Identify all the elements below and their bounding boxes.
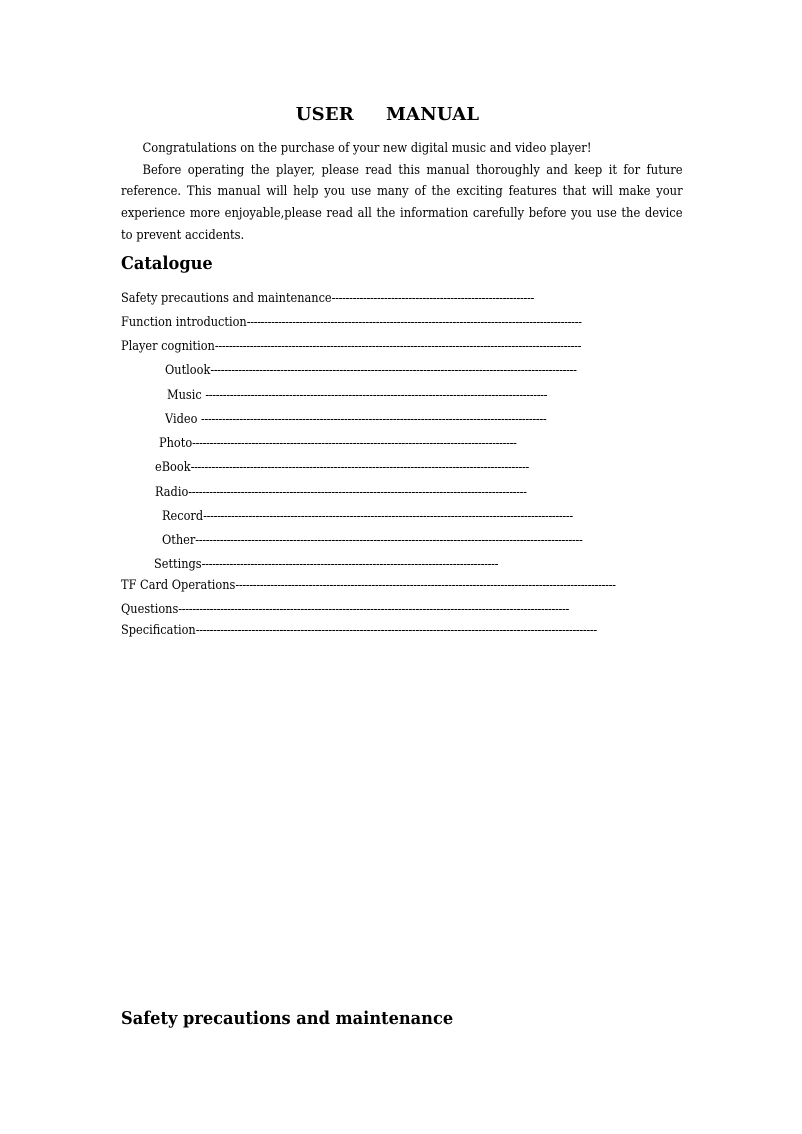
toc-label: Video xyxy=(165,412,202,427)
toc-label: Function introduction xyxy=(121,315,247,330)
toc-item-photo[interactable] xyxy=(159,436,580,452)
toc-item-video[interactable] xyxy=(165,412,605,428)
toc-label: Questions xyxy=(121,602,179,617)
toc-leader: ------------------------------------------------------------------------------------------------- xyxy=(190,460,529,475)
toc-leader: -------------------------------------------------------------------------------------------------- xyxy=(205,388,548,403)
intro-paragraph-2: Before operating the player, please read this manual thoroughly and keep it for future reference. This manual will help you use many of the exciting features that will make your experience more enjoyable,please read all the information carefully before you use the device to prevent accidents. xyxy=(121,162,683,243)
toc-label: eBook xyxy=(155,460,191,475)
toc-item-questions[interactable] xyxy=(121,602,652,618)
title-word-user: USER xyxy=(295,104,354,125)
toc-leader: --------------------------------------------------------------------------------------------------------- xyxy=(214,339,582,354)
toc-leader: ------------------------------------------------------------------------------------------------- xyxy=(188,485,527,500)
toc-label: TF Card Operations xyxy=(121,578,236,593)
toc-leader: ------------------------------------------------------------------------------------------------------------- xyxy=(235,578,616,593)
toc-label: Safety precautions and maintenance xyxy=(121,291,332,306)
section-heading-safety: Safety precautions and maintenance xyxy=(121,1008,454,1029)
title-word-manual: MANUAL xyxy=(385,104,480,125)
toc-label: Music xyxy=(167,388,206,403)
toc-item-settings[interactable] xyxy=(154,557,538,573)
toc-label: Photo xyxy=(159,436,193,451)
toc-leader: --------------------------------------------------------------------------------------------------------------- xyxy=(195,533,583,548)
toc-item-player-cognition[interactable] xyxy=(121,339,655,355)
toc-label: Specification xyxy=(121,623,196,638)
toc-label: Settings xyxy=(154,557,202,572)
toc-leader: ---------------------------------------------------------------------------------------------------------------- xyxy=(178,602,569,617)
toc-item-tf-card[interactable] xyxy=(121,578,659,594)
toc-item-safety[interactable] xyxy=(121,291,568,307)
toc-item-radio[interactable] xyxy=(155,485,589,501)
toc-label: Outlook xyxy=(165,363,211,378)
toc-leader: ------------------------------------------------------------------------------------------------ xyxy=(246,315,582,330)
catalogue-heading: Catalogue xyxy=(121,253,213,274)
intro-text xyxy=(121,138,683,247)
intro-line-1: Congratulations on the purchase of your new digital music and video player! xyxy=(142,141,592,156)
toc-leader: ------------------------------------------------------------------------------------------------------------------- xyxy=(195,623,597,638)
toc-item-function-introduction[interactable] xyxy=(121,315,628,331)
toc-label: Radio xyxy=(155,485,189,500)
toc-label: Other xyxy=(162,533,196,548)
toc-item-specification[interactable] xyxy=(121,623,662,639)
toc-leader: --------------------------------------------------------------------------------------------------------- xyxy=(210,363,577,378)
toc-leader: ------------------------------------------------------------------------------------- xyxy=(201,557,499,572)
toc-label: Record xyxy=(162,509,204,524)
toc-item-record[interactable] xyxy=(162,509,630,525)
toc-leader: --------------------------------------------------------------------------------------------- xyxy=(192,436,517,451)
toc-leader: --------------------------------------------------------------------------------------------------- xyxy=(201,412,547,427)
toc-item-ebook[interactable] xyxy=(155,460,592,476)
toc-label: Player cognition xyxy=(121,339,215,354)
toc-item-other[interactable] xyxy=(162,533,642,549)
toc-item-outlook[interactable] xyxy=(165,363,653,379)
toc-leader: ---------------------------------------------------------------------------------------------------------- xyxy=(203,509,573,524)
toc-leader: ---------------------------------------------------------- xyxy=(331,291,534,306)
toc-item-music[interactable] xyxy=(167,388,609,404)
page-title xyxy=(0,104,775,125)
